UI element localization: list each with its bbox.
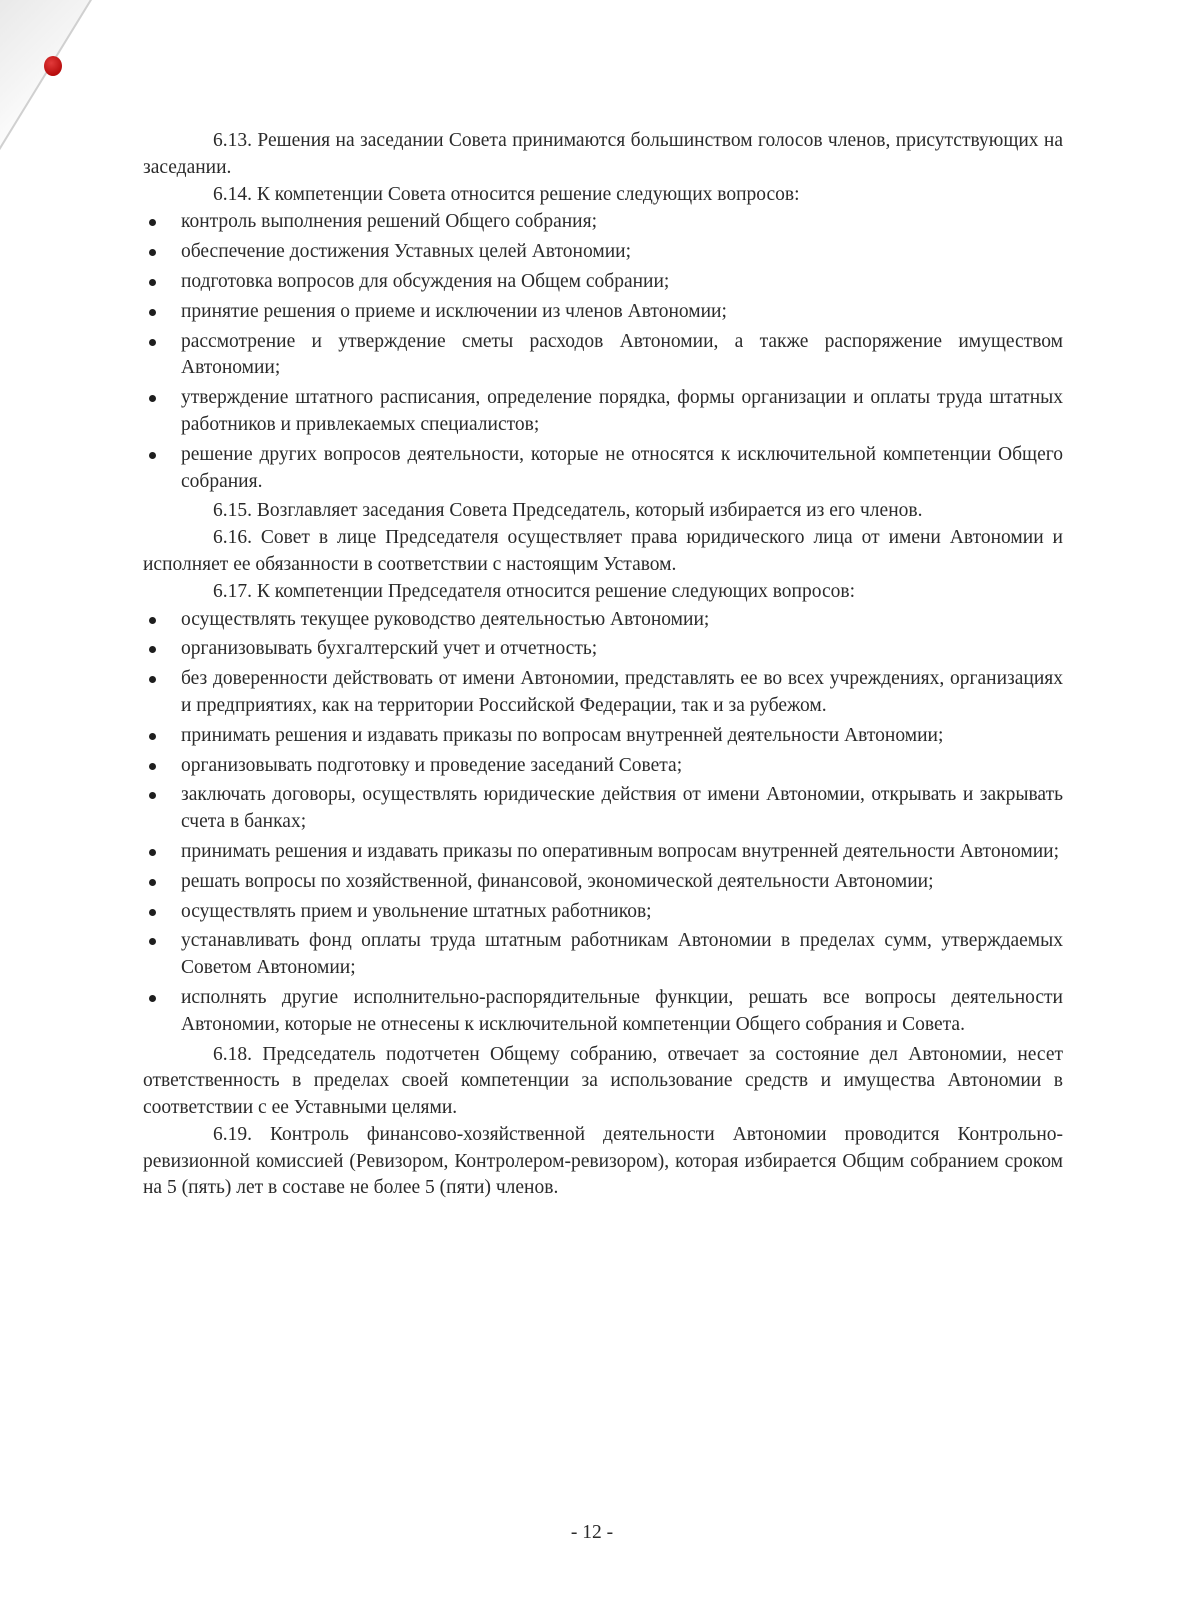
paragraph-3: 6.15. Возглавляет заседания Совета Председатель, который избирается из его членов. xyxy=(213,500,923,522)
list-item: принимать решения и издавать приказы по вопросам внутренней деятельности Автономии; xyxy=(143,723,1063,750)
list-item: контроль выполнения решений Общего собрания; xyxy=(143,209,1063,236)
paragraph-7: 6.19. Контроль финансово-хозяйственной деятельности Автономии проводится Контрольно-ревизионной комиссией (Ревизором, Контролером-ревизором), которая избирается Общим собранием сроком на 5 (пять) лет в составе не более 5 (пяти) членов. xyxy=(143,1123,1063,1199)
list-item: заключать договоры, осуществлять юридические действия от имени Автономии, открывать и закрывать счета в банках; xyxy=(143,782,1063,836)
paragraph-6: 6.18. Председатель подотчетен Общему собранию, отвечает за состояние дел Автономии, несет ответственность в пределах своей компетенции за использование средств и имущества Автономии в соответствии с ее Уставными целями. xyxy=(143,1043,1063,1119)
paragraph-2: 6.14. К компетенции Совета относится решение следующих вопросов: xyxy=(213,183,800,205)
document-body xyxy=(143,128,1063,1202)
paragraph-1: 6.13. Решения на заседании Совета принимаются большинством голосов членов, присутствующих на заседании. xyxy=(143,130,1063,178)
paragraph-5: 6.17. К компетенции Председателя относится решение следующих вопросов: xyxy=(213,580,855,602)
list-item: утверждение штатного расписания, определение порядка, формы организации и оплаты труда штатных работников и привлекаемых специалистов; xyxy=(143,385,1063,439)
list-item: организовывать подготовку и проведение заседаний Совета; xyxy=(143,753,1063,780)
list-item: решение других вопросов деятельности, которые не относятся к исключительной компетенции Общего собрания. xyxy=(143,442,1063,496)
list-item: обеспечение достижения Уставных целей Автономии; xyxy=(143,239,1063,266)
list-item: осуществлять прием и увольнение штатных работников; xyxy=(143,899,1063,926)
list-item: подготовка вопросов для обсуждения на Общем собрании; xyxy=(143,269,1063,296)
page-number: - 12 - xyxy=(570,1522,614,1543)
list-item: организовывать бухгалтерский учет и отчетность; xyxy=(143,636,1063,663)
list-item: осуществлять текущее руководство деятельностью Автономии; xyxy=(143,607,1063,634)
list-item: решать вопросы по хозяйственной, финансовой, экономической деятельности Автономии; xyxy=(143,869,1063,896)
list-item: исполнять другие исполнительно-распорядительные функции, решать все вопросы деятельности Автономии, которые не отнесены к исключительной компетенции Общего собрания и Совета. xyxy=(143,985,1063,1039)
list-item: рассмотрение и утверждение сметы расходов Автономии, а также распоряжение имуществом Автономии; xyxy=(143,329,1063,383)
list-item: без доверенности действовать от имени Автономии, представлять ее во всех учреждениях, организациях и предприятиях, как на территории Российской Федерации, так и за рубежом. xyxy=(143,666,1063,720)
paragraph-4: 6.16. Совет в лице Председателя осуществляет права юридического лица от имени Автономии и исполняет ее обязанности в соответствии с настоящим Уставом. xyxy=(143,527,1063,575)
list-item: устанавливать фонд оплаты труда штатным работникам Автономии в пределах сумм, утверждаемых Советом Автономии; xyxy=(143,928,1063,982)
list-item: принимать решения и издавать приказы по оперативным вопросам внутренней деятельности Автономии; xyxy=(143,839,1063,866)
bullet-list-2 xyxy=(143,209,1063,495)
red-pin-mark xyxy=(44,56,62,76)
list-item: принятие решения о приеме и исключении из членов Автономии; xyxy=(143,299,1063,326)
bullet-list-5 xyxy=(143,607,1063,1039)
